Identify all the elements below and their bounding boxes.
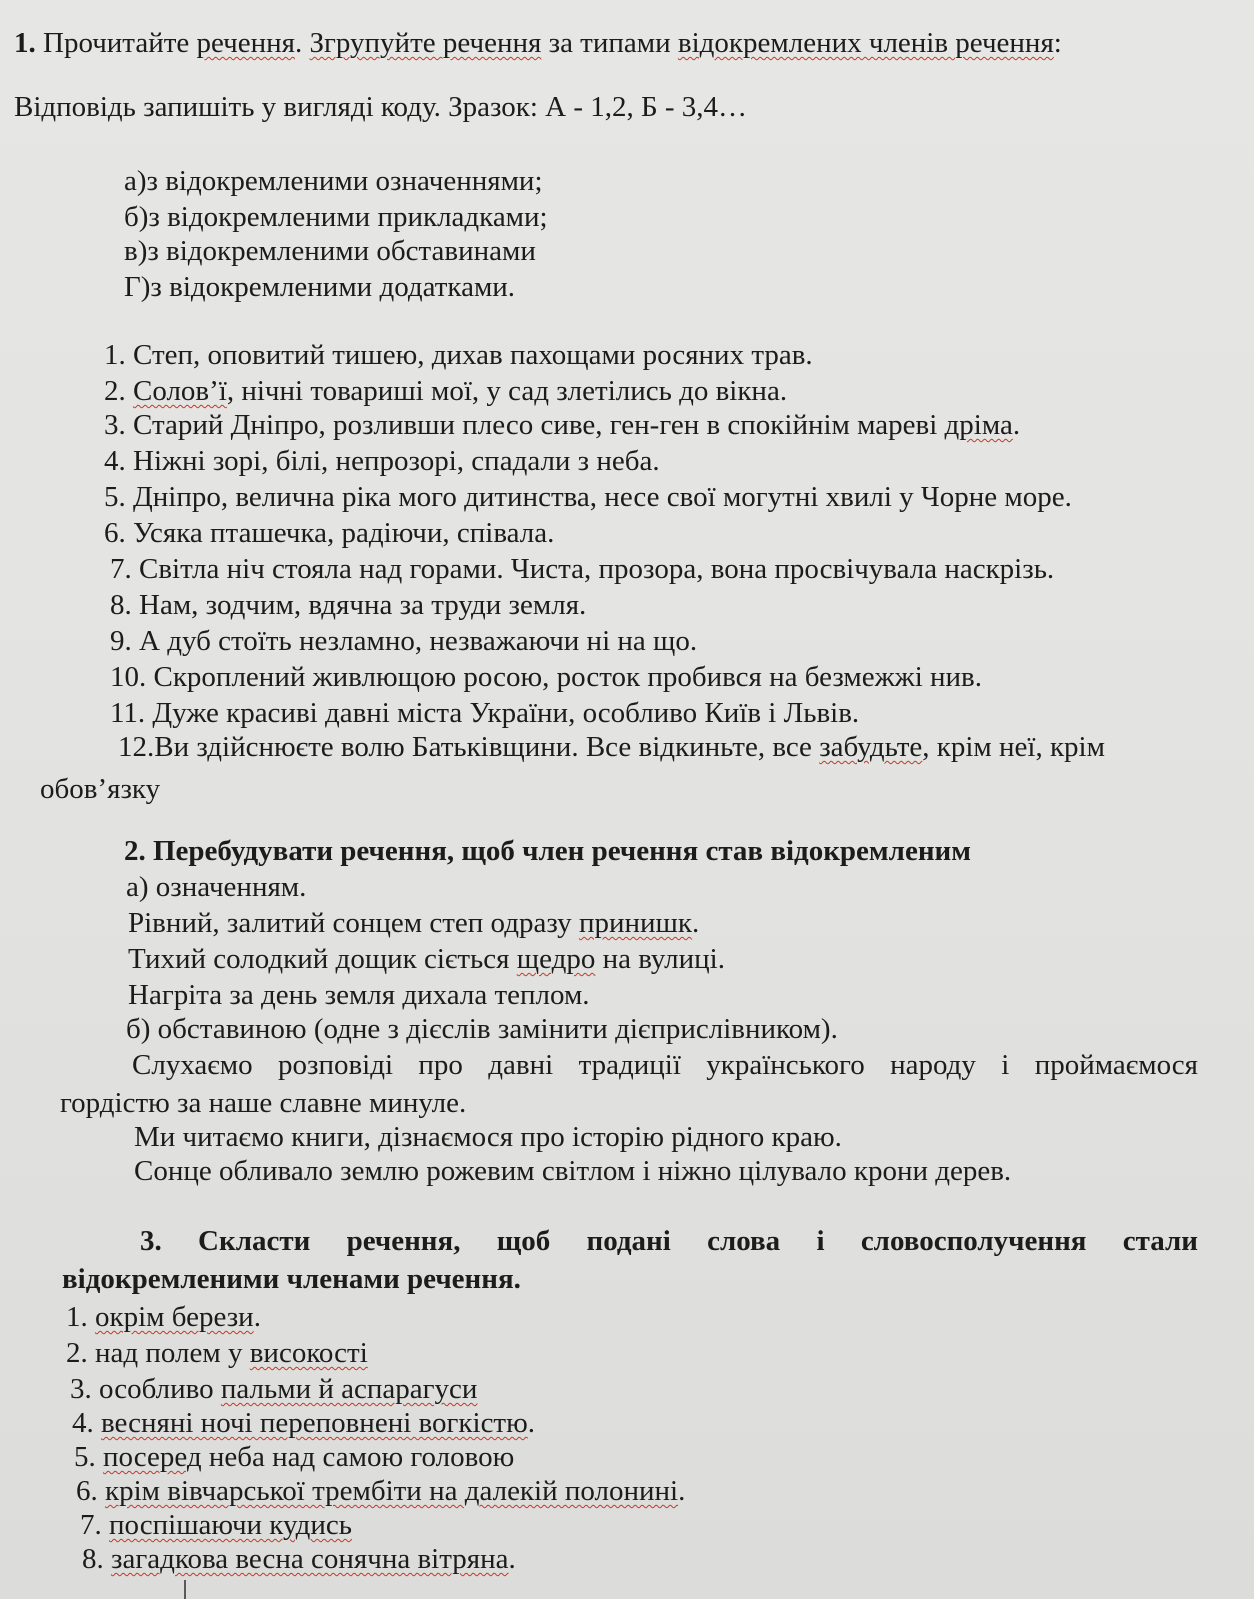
sentence-item: 4. Ніжні зорі, білі, непрозорі, спадали з неба.	[104, 445, 660, 477]
sentence-item	[104, 374, 787, 408]
answer-instruction: Відповідь запишіть у вигляді коду. Зразок: А - 1,2, Б - 3,4…	[14, 91, 748, 123]
task3-heading-continuation: відокремленими членами речення.	[62, 1263, 521, 1295]
sentence-item: 6. Усяка пташечка, радіючи, співала.	[104, 517, 555, 549]
exercise-sentence	[128, 942, 725, 976]
phrase-item	[66, 1336, 368, 1370]
sentence-continuation: обов’язку	[40, 773, 161, 805]
spellcheck-word: відокремлених членів речення	[677, 27, 1054, 59]
phrase-item	[80, 1508, 352, 1542]
task1-heading	[14, 26, 1062, 60]
spellcheck-word: Солов’ї	[133, 375, 227, 407]
sentence-number: 2.	[104, 375, 133, 407]
phrase-item	[82, 1542, 516, 1576]
category-item: в)з відокремленими обставинами	[124, 235, 536, 267]
sentence-text: 3. Старий Дніпро, розливши плесо сиве, ген-ген в спокійнім мареві	[104, 409, 945, 441]
sentence-item	[118, 730, 1105, 764]
sentence-text: Тихий солодкий дощик сіється	[128, 943, 517, 975]
sentence-text: .	[1012, 409, 1021, 441]
spellcheck-word: дріма	[944, 409, 1013, 441]
sentence-text: , крім неї, крім	[922, 731, 1105, 763]
task2-heading: 2. Перебудувати речення, щоб член речення став відокремленим	[124, 835, 971, 867]
sentence-item: 11. Дуже красиві давні міста України, особливо Київ і Львів.	[110, 697, 860, 729]
sentence-item: 1. Степ, оповитий тишею, дихав пахощами росяних трав.	[104, 339, 813, 371]
phrase-number: 5.	[74, 1441, 103, 1473]
phrase-number: 8.	[82, 1543, 111, 1575]
sentence-item	[104, 408, 1020, 442]
spellcheck-word: весняні ночі переповнені вогкістю	[101, 1407, 528, 1439]
task1-number: 1.	[14, 27, 36, 59]
spellcheck-word: поспішаючи кудись	[109, 1509, 353, 1541]
subtask-label: а) означенням.	[126, 871, 307, 903]
phrase-number: 7.	[80, 1509, 109, 1541]
phrase-text: .	[527, 1407, 536, 1439]
sentence-continuation: гордістю за наше славне минуле.	[60, 1087, 467, 1119]
phrase-item	[74, 1440, 514, 1474]
sentence-item: 7. Світла ніч стояла над горами. Чиста, прозора, вона просвічувала наскрізь.	[110, 553, 1055, 585]
sentence-text: .	[691, 907, 700, 939]
spellcheck-word: Згрупуйте речення	[309, 27, 542, 59]
category-item: б)з відокремленими прикладками;	[124, 201, 548, 233]
spellcheck-word: загадкова весна сонячна вітряна	[111, 1543, 509, 1575]
spellcheck-word: посеред	[103, 1441, 202, 1473]
exercise-sentence	[128, 906, 699, 940]
exercise-sentence: Ми читаємо книги, дізнаємося про історію рідного краю.	[134, 1121, 842, 1153]
task1-title-part: за типами	[541, 27, 678, 59]
spellcheck-word: забудьте	[819, 731, 923, 763]
text-cursor[interactable]	[184, 1580, 186, 1599]
sentence-text: 12.Ви здійснюєте волю Батьківщини. Все відкиньте, все	[118, 731, 820, 763]
exercise-sentence: Нагріта за день земля дихала теплом.	[128, 979, 590, 1011]
phrase-item	[76, 1474, 685, 1508]
subtask-label: б) обставиною (одне з дієслів замінити дієприслівником).	[126, 1013, 838, 1045]
spellcheck-word: високості	[249, 1337, 368, 1369]
spellcheck-word: речення	[196, 27, 295, 59]
sentence-text: , нічні товариші мої, у сад злетілись до вікна.	[226, 375, 788, 407]
phrase-number: 1.	[66, 1301, 95, 1333]
phrase-text: .	[678, 1475, 686, 1507]
exercise-sentence: Слухаємо розповіді про давні традиції українського народу і проймаємося	[132, 1049, 1198, 1081]
sentence-item: 5. Дніпро, велична ріка мого дитинства, несе свої могутні хвилі у Чорне море.	[104, 481, 1072, 513]
phrase-number: 4.	[72, 1407, 101, 1439]
sentence-item: 8. Нам, зодчим, вдячна за труди земля.	[110, 589, 587, 621]
phrase-text: .	[253, 1301, 261, 1333]
phrase-number: 6.	[76, 1475, 105, 1507]
spellcheck-word: щедро	[516, 943, 596, 975]
phrase-item	[72, 1406, 535, 1440]
phrase-item	[66, 1300, 261, 1334]
phrase-text: .	[508, 1543, 516, 1575]
spellcheck-word: окрім берези	[95, 1301, 254, 1333]
spellcheck-word: пальми й аспарагуси	[220, 1373, 478, 1405]
spellcheck-word: принишк	[578, 907, 692, 939]
task1-title-part: :	[1053, 27, 1062, 59]
sentence-item: 9. А дуб стоїть незламно, незважаючи ні на що.	[110, 625, 698, 657]
sentence-item: 10. Скроплений живлющою росою, росток пробився на безмежжі нив.	[110, 661, 982, 693]
phrase-text: 2. над полем у	[66, 1337, 250, 1369]
exercise-sentence: Сонце обливало землю рожевим світлом і ніжно цілувало крони дерев.	[134, 1155, 1012, 1187]
spellcheck-word: крім вівчарської трембіти на далекій полонині	[105, 1475, 679, 1507]
category-item: Г)з відокремленими додатками.	[124, 271, 516, 303]
task1-title-part: Прочитайте	[43, 27, 197, 59]
sentence-text: Рівний, залитий сонцем степ одразу	[128, 907, 579, 939]
category-item: а)з відокремленими означеннями;	[124, 165, 543, 197]
task1-title-part: .	[295, 27, 310, 59]
phrase-text: неба над самою головою	[201, 1441, 515, 1473]
task3-heading: 3. Скласти речення, щоб подані слова і словосполучення стали	[140, 1225, 1198, 1257]
phrase-item	[70, 1372, 477, 1406]
sentence-text: на вулиці.	[595, 943, 725, 975]
phrase-text: 3. особливо	[70, 1373, 221, 1405]
